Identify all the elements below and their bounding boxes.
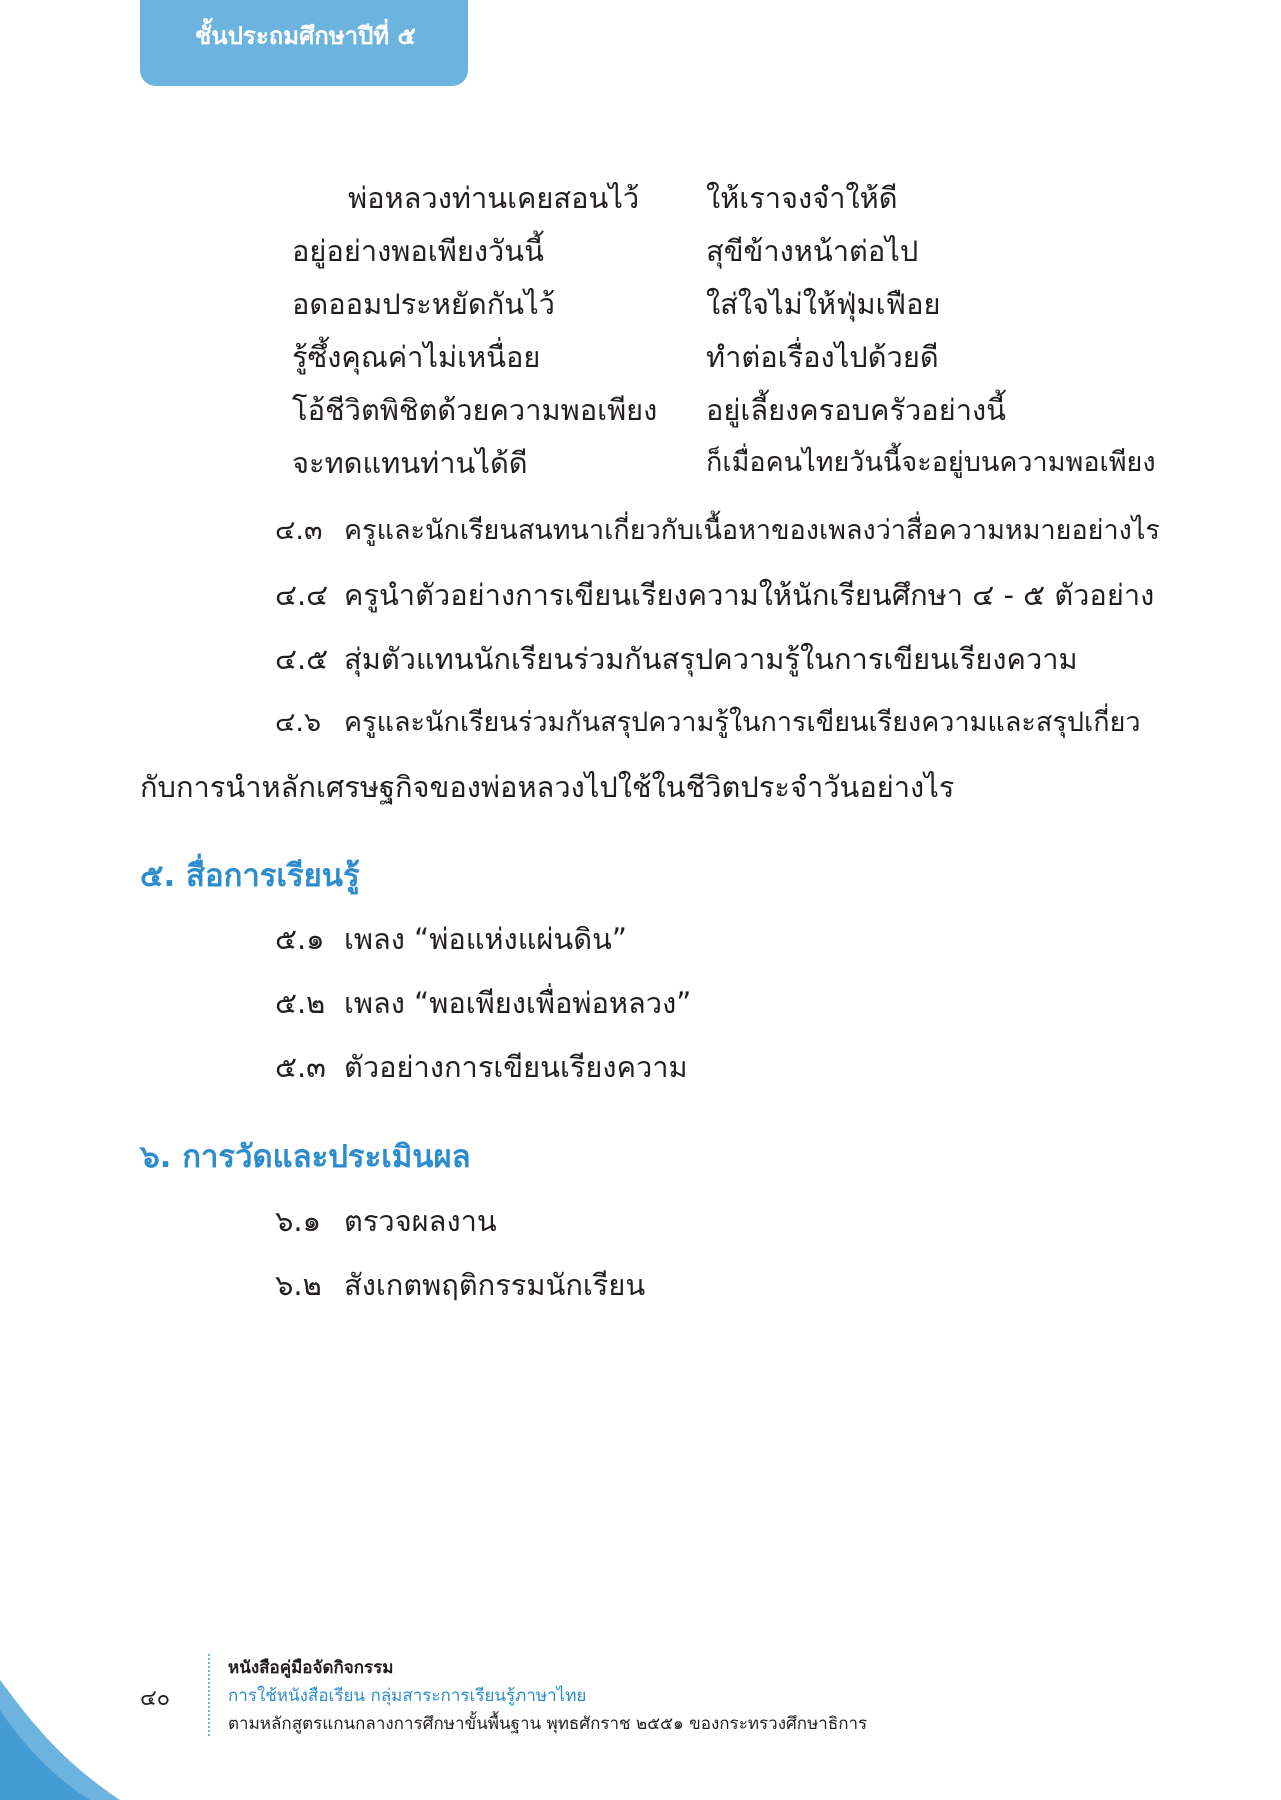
- poem-right-line: ให้เราจงจำให้ดี: [706, 181, 898, 215]
- page-corner-decoration: [0, 1680, 120, 1800]
- activity-text: ครูและนักเรียนสนทนาเกี่ยวกับเนื้อหาของเพลงว่าสื่อความหมายอย่างไร: [344, 515, 1160, 546]
- poem-left-line: อดออมประหยัดกันไว้: [292, 287, 555, 321]
- poem-left-line: โอ้ชีวิตพิชิตด้วยความพอเพียง: [292, 393, 658, 427]
- poem-right-line: ก็เมื่อคนไทยวันนี้จะอยู่บนความพอเพียง: [706, 447, 1156, 478]
- activity-text: สุ่มตัวแทนนักเรียนร่วมกันสรุปความรู้ในการเขียนเรียงความ: [344, 642, 1078, 676]
- media-number: ๕.๓: [275, 1050, 326, 1084]
- media-number: ๕.๑: [275, 922, 325, 956]
- activity-text: ครูและนักเรียนร่วมกันสรุปความรู้ในการเขียนเรียงความและสรุปเกี่ยว: [344, 707, 1141, 738]
- activity-item: [275, 704, 1141, 742]
- activity-item: [275, 640, 1078, 678]
- evaluation-item: [275, 1202, 497, 1240]
- activity-text: ครูนำตัวอย่างการเขียนเรียงความให้นักเรียนศึกษา ๔ - ๕ ตัวอย่าง: [344, 578, 1155, 612]
- activity-item: [275, 576, 1154, 614]
- poem-right-line: อยู่เลี้ยงครอบครัวอย่างนี้: [706, 393, 1006, 427]
- activity-item: [275, 512, 1160, 550]
- poem-right-line: ใส่ใจไม่ให้ฟุ่มเฟือย: [706, 287, 941, 321]
- media-number: ๕.๒: [275, 986, 326, 1020]
- activity-number: ๔.๕: [275, 642, 329, 676]
- activity-number: ๔.๖: [275, 707, 322, 738]
- footer-book-title: หนังสือคู่มือจัดกิจกรรม: [228, 1658, 394, 1678]
- activity-number: ๔.๔: [275, 578, 329, 612]
- evaluation-number: ๖.๑: [275, 1204, 322, 1238]
- poem-left-line: จะทดแทนท่านได้ดี: [292, 446, 528, 480]
- evaluation-number: ๖.๒: [275, 1268, 322, 1302]
- media-item: [275, 1048, 688, 1086]
- media-text: เพลง “พอเพียงเพื่อพ่อหลวง”: [344, 986, 692, 1020]
- grade-header-tab: [140, 0, 468, 86]
- evaluation-text: ตรวจผลงาน: [344, 1204, 497, 1238]
- media-text: เพลง “พ่อแห่งแผ่นดิน”: [344, 922, 627, 956]
- poem-left-line: พ่อหลวงท่านเคยสอนไว้: [348, 181, 640, 215]
- page-number: ๔๐: [140, 1686, 171, 1711]
- activity-continuation: กับการนำหลักเศรษฐกิจของพ่อหลวงไปใช้ในชีวิตประจำวันอย่างไร: [140, 770, 955, 804]
- media-item: [275, 984, 691, 1022]
- evaluation-item: [275, 1266, 645, 1304]
- section-5-heading: ๕. สื่อการเรียนรู้: [140, 858, 360, 894]
- poem-right-line: ทำต่อเรื่องไปด้วยดี: [706, 340, 939, 374]
- poem-left-line: อยู่อย่างพอเพียงวันนี้: [292, 234, 544, 268]
- footer-curriculum-note: ตามหลักสูตรแกนกลางการศึกษาขั้นพื้นฐาน พุทธศักราช ๒๕๕๑ ของกระทรวงศึกษาธิการ: [228, 1714, 868, 1734]
- poem-right-line: สุขีข้างหน้าต่อไป: [706, 234, 919, 268]
- poem-left-line: รู้ซึ้งคุณค่าไม่เหนื่อย: [292, 340, 541, 374]
- section-6-heading: ๖. การวัดและประเมินผล: [140, 1139, 471, 1175]
- activity-number: ๔.๓: [275, 515, 323, 546]
- media-text: ตัวอย่างการเขียนเรียงความ: [344, 1050, 688, 1084]
- grade-label: ชั้นประถมศึกษาปีที่ ๕: [195, 21, 416, 50]
- media-item: [275, 920, 627, 958]
- footer-divider: [208, 1654, 210, 1736]
- footer-book-subtitle: การใช้หนังสือเรียน กลุ่มสาระการเรียนรู้ภาษาไทย: [228, 1686, 587, 1706]
- evaluation-text: สังเกตพฤติกรรมนักเรียน: [344, 1268, 646, 1302]
